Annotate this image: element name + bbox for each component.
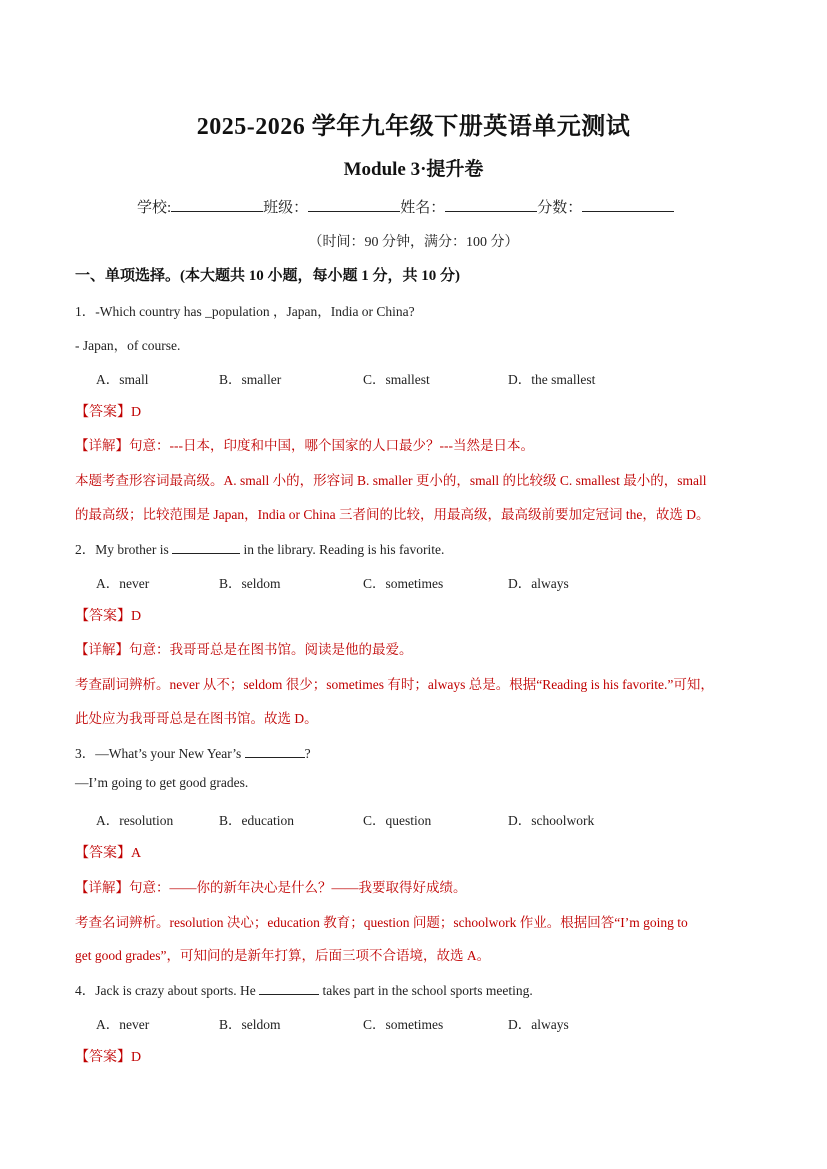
q1-detail-line-1: [75, 434, 534, 454]
q2-detail-line-1: [75, 638, 413, 658]
q3-answer: [75, 842, 141, 862]
q3-option-a: A．resolution: [96, 813, 174, 828]
detail-label: 【详解】: [75, 438, 129, 453]
school-blank[interactable]: [171, 197, 263, 212]
question-text-before: —What’s your New Year’s: [95, 746, 245, 761]
q1-option-d: D．the smallest: [508, 372, 596, 387]
question-1-stem: [75, 300, 415, 320]
question-text-before: Jack is crazy about sports. He: [95, 983, 260, 998]
q1-answer: [75, 401, 141, 421]
school-label: 学校:: [137, 200, 172, 216]
q3-detail-line-1: [75, 876, 467, 896]
answer-label: 【答案】: [75, 1050, 131, 1065]
document-title: 2025-2026 学年九年级下册英语单元测试: [196, 114, 631, 140]
q4-option-d: D．always: [508, 1017, 569, 1032]
question-3-reply: —I’m going to get good grades.: [75, 775, 249, 790]
answer-value: D: [131, 405, 142, 420]
q4-option-a: A．never: [96, 1017, 150, 1032]
answer-label: 【答案】: [75, 405, 131, 420]
question-number: 4．: [75, 983, 96, 998]
question-3-stem: [75, 742, 311, 762]
question-text-after: takes part in the school sports meeting.: [319, 983, 533, 998]
question-text-after: in the library. Reading is his favorite.: [240, 542, 445, 557]
question-1-reply: - Japan，of course.: [75, 338, 181, 353]
q2-option-c: C．sometimes: [363, 576, 444, 591]
answer-blank: [245, 745, 305, 758]
student-info-row: [137, 196, 674, 217]
question-number: 2．: [75, 542, 96, 557]
detail-text: 句意：---日本，印度和中国，哪个国家的人口最少？---当然是日本。: [129, 438, 534, 453]
detail-text: 句意：——你的新年决心是什么？——我要取得好成绩。: [129, 880, 467, 895]
answer-value: A: [131, 846, 142, 861]
q1-option-c: C．smallest: [363, 372, 430, 387]
q2-detail-line-3: 此处应为我哥哥总是在图书馆。故选 D。: [75, 711, 318, 726]
question-2-stem: [75, 538, 444, 558]
answer-label: 【答案】: [75, 846, 131, 861]
question-4-stem: [75, 979, 533, 999]
class-label: 班级：: [263, 200, 309, 216]
class-blank[interactable]: [308, 197, 400, 212]
q2-answer: [75, 605, 141, 625]
q4-answer: [75, 1046, 141, 1066]
q1-option-b: B．smaller: [219, 372, 282, 387]
question-text-before: My brother is: [95, 542, 173, 557]
q3-detail-line-2: 考查名词辨析。resolution 决心；education 教育；question 问题；schoolwork 作业。根据回答“I’m going to: [75, 915, 688, 930]
name-label: 姓名：: [400, 200, 446, 216]
answer-blank: [172, 541, 240, 554]
question-text: -Which country has _population ，Japan，India or China?: [95, 304, 415, 319]
name-blank[interactable]: [445, 197, 537, 212]
question-number: 3．: [75, 746, 96, 761]
q2-detail-line-2: 考查副词辨析。never 从不；seldom 很少；sometimes 有时；always 总是。根据“Reading is his favorite.”可知，: [75, 677, 714, 692]
q2-option-a: A．never: [96, 576, 150, 591]
q3-detail-line-3: get good grades”，可知问的是新年打算，后面三项不合语境，故选 A。: [75, 948, 491, 963]
q4-option-c: C．sometimes: [363, 1017, 444, 1032]
question-text-after: ?: [304, 746, 311, 761]
q1-option-a: A．small: [96, 372, 149, 387]
question-number: 1．: [75, 304, 96, 319]
q4-option-b: B．seldom: [219, 1017, 281, 1032]
answer-blank: [259, 982, 319, 995]
q3-option-d: D．schoolwork: [508, 813, 595, 828]
q3-option-b: B．education: [219, 813, 294, 828]
time-note: （时间：90 分钟，满分：100 分）: [308, 235, 519, 250]
answer-value: D: [131, 1050, 142, 1065]
answer-label: 【答案】: [75, 609, 131, 624]
q1-detail-line-3: 的最高级；比较范围是 Japan，India or China 三者间的比较，用最高级，最高级前要加定冠词 the，故选 D。: [75, 507, 710, 522]
score-blank[interactable]: [582, 197, 674, 212]
answer-value: D: [131, 609, 142, 624]
q2-option-d: D．always: [508, 576, 569, 591]
detail-label: 【详解】: [75, 642, 129, 657]
detail-text: 句意：我哥哥总是在图书馆。阅读是他的最爱。: [129, 642, 413, 657]
q1-detail-line-2: 本题考查形容词最高级。A. small 小的，形容词 B. smaller 更小的，small 的比较级 C. smallest 最小的，small: [75, 473, 707, 488]
detail-label: 【详解】: [75, 880, 129, 895]
q2-option-b: B．seldom: [219, 576, 281, 591]
document-subtitle: Module 3·提升卷: [343, 159, 484, 180]
section-title: 一、单项选择。(本大题共 10 小题，每小题 1 分，共 10 分): [75, 268, 460, 284]
q3-option-c: C．question: [363, 813, 432, 828]
score-label: 分数：: [537, 200, 583, 216]
